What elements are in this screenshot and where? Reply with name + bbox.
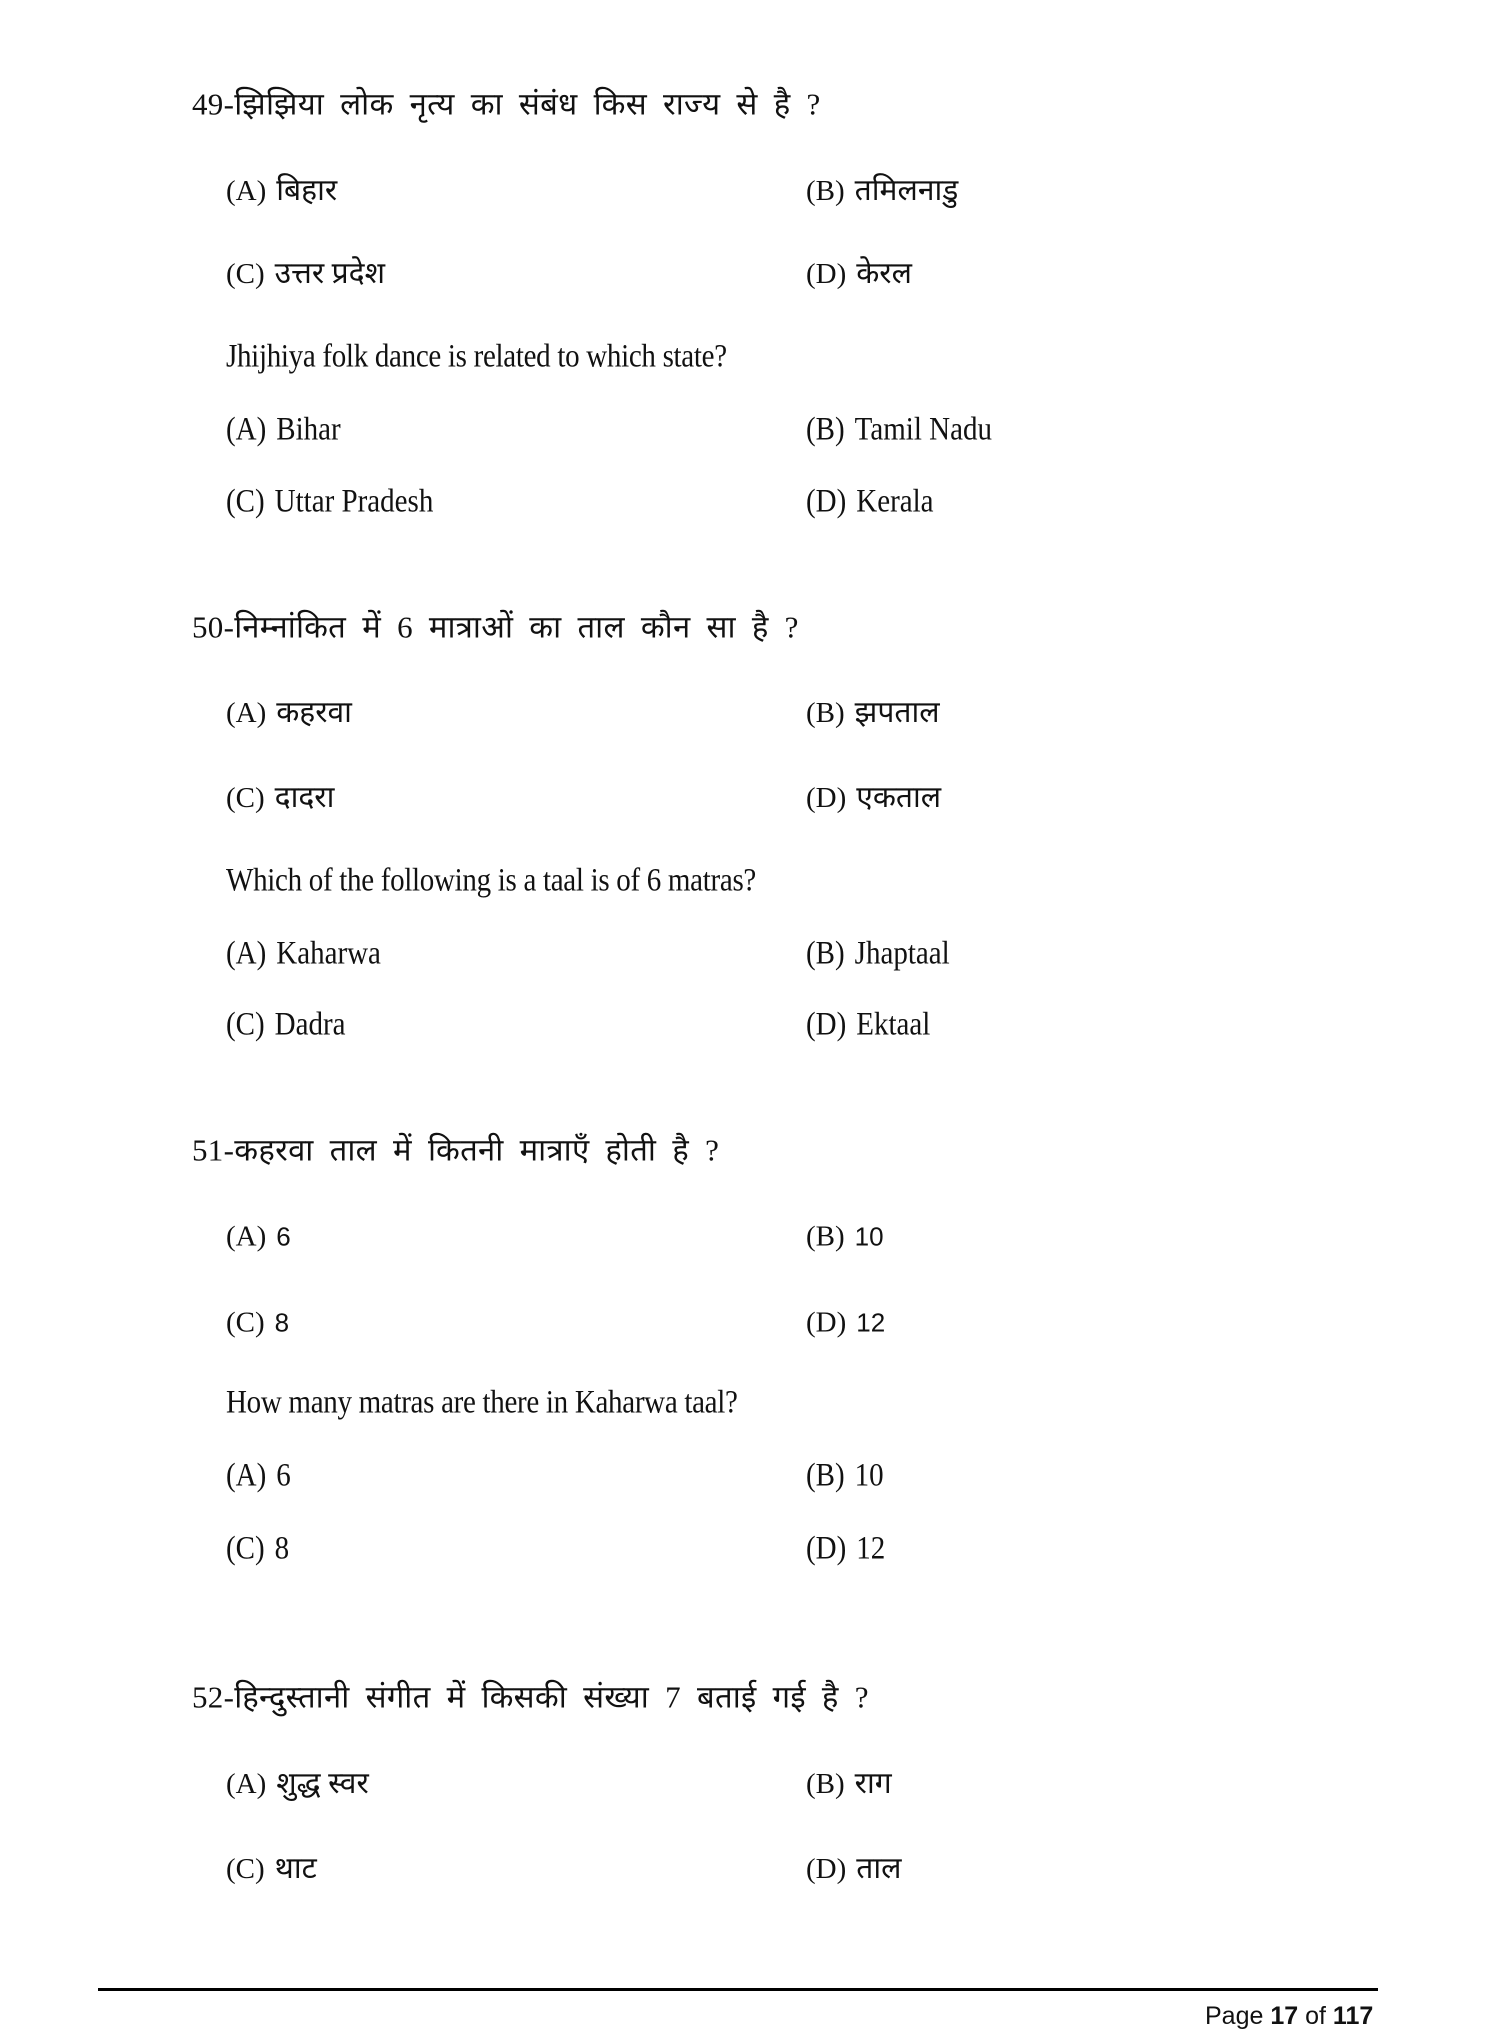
option-value: Bihar bbox=[276, 411, 341, 448]
option-letter: (D) bbox=[806, 1006, 847, 1043]
option-value: Jhaptaal bbox=[854, 935, 950, 972]
option-letter: (C) bbox=[226, 1006, 265, 1043]
option-value: 6 bbox=[276, 1457, 291, 1494]
option-letter: (A) bbox=[226, 1220, 267, 1253]
q51-hindi-option-b bbox=[806, 1220, 884, 1253]
option-value: 8 bbox=[274, 1530, 290, 1567]
q52-hindi-option-a bbox=[226, 1769, 369, 1799]
option-value: Kerala bbox=[856, 483, 934, 520]
q50-hindi-option-c bbox=[226, 783, 334, 813]
q49-english-option-d bbox=[806, 483, 934, 520]
option-letter: (D) bbox=[806, 1853, 847, 1885]
q52-hindi-option-d bbox=[806, 1854, 901, 1884]
question-52-hindi-text: 52-हिन्दुस्तानी संगीत में किसकी संख्या 7 बताई गई है ? bbox=[192, 1679, 869, 1715]
option-letter: (B) bbox=[806, 1768, 845, 1800]
q49-english-option-b bbox=[806, 411, 992, 448]
option-value: ताल bbox=[856, 1852, 902, 1885]
page-number bbox=[1205, 2002, 1373, 2030]
q50-english-option-a bbox=[226, 935, 381, 972]
option-letter: (D) bbox=[806, 1530, 847, 1567]
option-value: Uttar Pradesh bbox=[274, 483, 434, 520]
option-value: Ektaal bbox=[856, 1006, 931, 1043]
option-value: शुद्ध स्वर bbox=[276, 1767, 369, 1800]
q49-hindi-option-d bbox=[806, 259, 912, 289]
q50-english-option-c bbox=[226, 1006, 346, 1043]
page-prefix: Page bbox=[1205, 2002, 1264, 2030]
option-letter: (D) bbox=[806, 1306, 847, 1339]
option-value: उत्तर प्रदेश bbox=[274, 257, 386, 290]
option-value: Dadra bbox=[274, 1006, 346, 1043]
option-letter: (A) bbox=[226, 935, 267, 972]
option-value: 10 bbox=[854, 1457, 884, 1494]
q49-english-option-c bbox=[226, 483, 434, 520]
q49-english-option-a bbox=[226, 411, 341, 448]
option-value: 12 bbox=[856, 1307, 886, 1338]
option-letter: (A) bbox=[226, 1457, 267, 1494]
question-49-english-text: Jhijhiya folk dance is related to which state? bbox=[226, 338, 727, 375]
q50-hindi-option-a bbox=[226, 698, 352, 728]
option-letter: (A) bbox=[226, 411, 267, 448]
q50-english-option-d bbox=[806, 1006, 931, 1043]
option-value: एकताल bbox=[856, 781, 942, 814]
option-value: कहरवा bbox=[276, 696, 352, 729]
q50-english-option-b bbox=[806, 935, 950, 972]
option-value: Tamil Nadu bbox=[854, 411, 992, 448]
option-letter: (D) bbox=[806, 483, 847, 520]
option-letter: (D) bbox=[806, 258, 847, 290]
page-total: 117 bbox=[1332, 2002, 1374, 2030]
page-current: 17 bbox=[1270, 2002, 1299, 2030]
option-letter: (B) bbox=[806, 411, 845, 448]
question-50-english-text: Which of the following is a taal is of 6 matras? bbox=[226, 862, 757, 899]
q51-english-option-a bbox=[226, 1457, 291, 1494]
q50-hindi-option-d bbox=[806, 783, 941, 813]
q49-hindi-option-c bbox=[226, 259, 385, 289]
question-51-english-text: How many matras are there in Kaharwa taal? bbox=[226, 1384, 738, 1421]
q52-hindi-option-c bbox=[226, 1854, 317, 1884]
option-value: 8 bbox=[274, 1307, 290, 1338]
option-letter: (B) bbox=[806, 1220, 845, 1253]
question-49-hindi-text: 49-झिझिया लोक नृत्य का संबंध किस राज्य से है ? bbox=[192, 86, 821, 122]
option-value: राग bbox=[854, 1767, 892, 1800]
page-of: of bbox=[1305, 2002, 1326, 2030]
q51-hindi-option-c bbox=[226, 1306, 290, 1339]
option-letter: (B) bbox=[806, 935, 845, 972]
q51-english-option-b bbox=[806, 1457, 884, 1494]
option-value: दादरा bbox=[274, 781, 335, 814]
q49-hindi-option-a bbox=[226, 176, 337, 206]
option-letter: (D) bbox=[806, 782, 847, 814]
q51-english-option-c bbox=[226, 1530, 290, 1567]
footer-divider bbox=[98, 1988, 1378, 1991]
option-letter: (B) bbox=[806, 1457, 845, 1494]
option-letter: (C) bbox=[226, 1306, 265, 1339]
q51-hindi-option-d bbox=[806, 1306, 886, 1339]
option-value: 6 bbox=[276, 1221, 291, 1252]
q50-hindi-option-b bbox=[806, 698, 940, 728]
option-letter: (A) bbox=[226, 1768, 267, 1800]
option-value: 12 bbox=[856, 1530, 886, 1567]
option-value: 10 bbox=[854, 1221, 884, 1252]
option-letter: (C) bbox=[226, 258, 265, 290]
option-letter: (C) bbox=[226, 1530, 265, 1567]
option-letter: (B) bbox=[806, 175, 845, 207]
option-value: तमिलनाडु bbox=[854, 174, 959, 207]
option-letter: (C) bbox=[226, 1853, 265, 1885]
q49-hindi-option-b bbox=[806, 176, 958, 206]
q51-english-option-d bbox=[806, 1530, 886, 1567]
option-value: Kaharwa bbox=[276, 935, 381, 972]
question-50-hindi-text: 50-निम्नांकित में 6 मात्राओं का ताल कौन सा है ? bbox=[192, 609, 799, 645]
option-letter: (C) bbox=[226, 782, 265, 814]
q52-hindi-option-b bbox=[806, 1769, 892, 1799]
option-value: केरल bbox=[856, 257, 912, 290]
option-value: थाट bbox=[274, 1852, 317, 1885]
option-letter: (C) bbox=[226, 483, 265, 520]
option-value: बिहार bbox=[276, 174, 338, 207]
option-letter: (B) bbox=[806, 697, 845, 729]
option-letter: (A) bbox=[226, 697, 267, 729]
option-value: झपताल bbox=[854, 696, 940, 729]
question-51-hindi-text: 51-कहरवा ताल में कितनी मात्राएँ होती है ? bbox=[192, 1132, 720, 1168]
option-letter: (A) bbox=[226, 175, 267, 207]
q51-hindi-option-a bbox=[226, 1220, 291, 1253]
